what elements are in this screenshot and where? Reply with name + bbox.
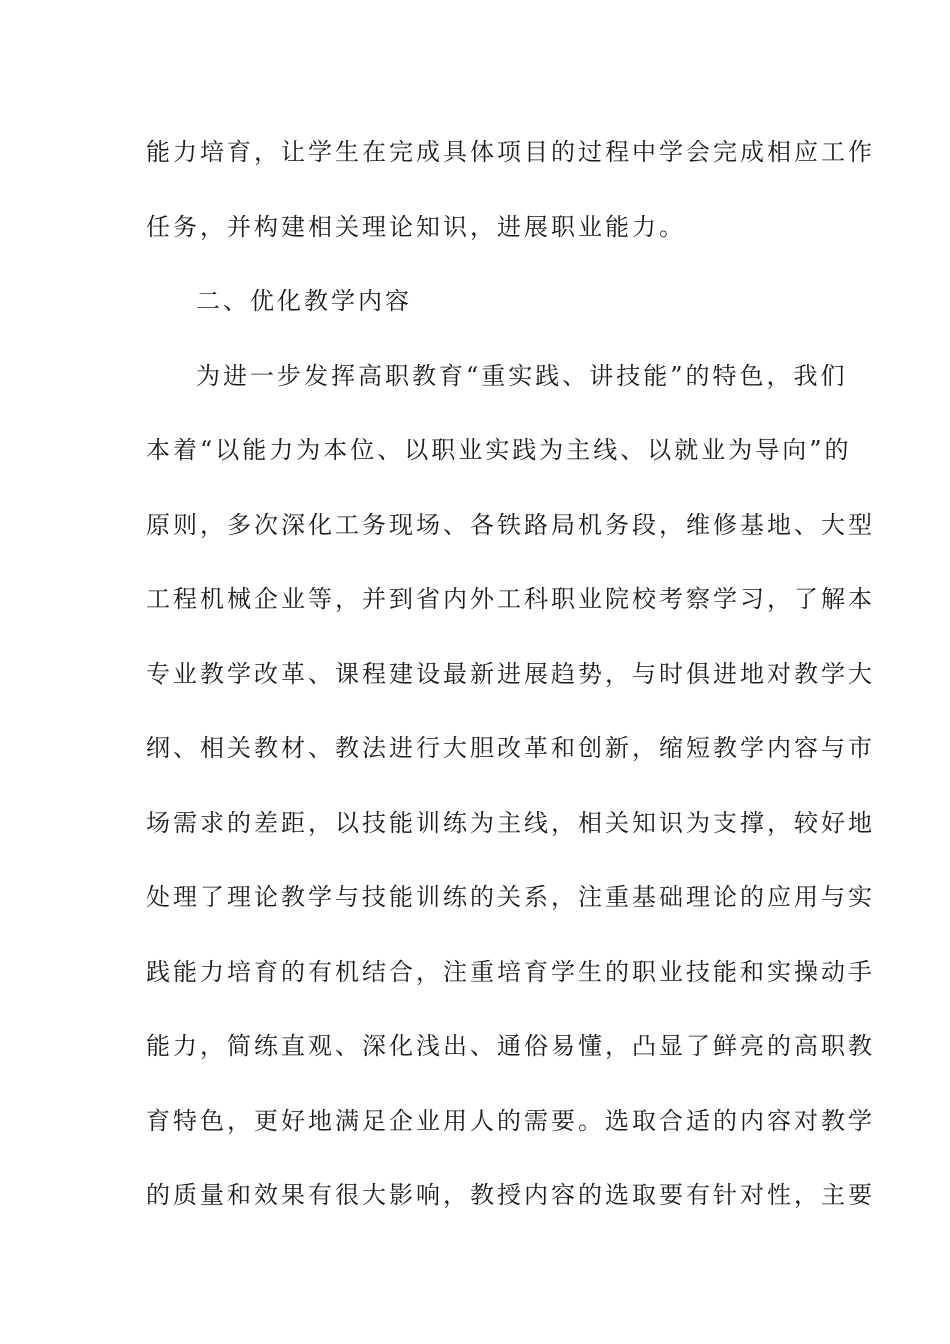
text-line: 为进一步发挥高职教育“重实践、讲技能”的特色，我们 (196, 361, 848, 390)
text-line: 处理了理论教学与技能训练的关系，注重基础理论的应用与实 (146, 883, 875, 911)
text-line: 专业教学改革、课程建设最新进展趋势，与时俱进地对教学大 (146, 659, 875, 688)
section-heading: 二、优化教学内容 (196, 287, 412, 315)
text-line: 的质量和效果有很大影响，教授内容的选取要有针对性，主要 (146, 1181, 875, 1209)
text-line: 践能力培育的有机结合，注重培育学生的职业技能和实操动手 (146, 957, 875, 986)
text-line: 本着“以能力为本位、以职业实践为主线、以就业为导向”的 (146, 436, 852, 464)
text-line: 能力，简练直观、深化浅出、通俗易懂，凸显了鲜亮的高职教 (146, 1032, 875, 1060)
text-line: 育特色，更好地满足企业用人的需要。选取合适的内容对教学 (146, 1106, 875, 1135)
text-line: 场需求的差距，以技能训练为主线，相关知识为支撑，较好地 (146, 808, 875, 837)
text-line: 能力培育，让学生在完成具体项目的过程中学会完成相应工作 (146, 138, 875, 166)
text-line: 原则，多次深化工务现场、各铁路局机务段，维修基地、大型 (146, 510, 875, 539)
text-line: 工程机械企业等，并到省内外工科职业院校考察学习，了解本 (146, 585, 875, 613)
body-text (146, 128, 875, 1246)
text-line: 任务，并构建相关理论知识，进展职业能力。 (146, 212, 686, 241)
text-line: 纲、相关教材、教法进行大胆改革和创新，缩短教学内容与市 (146, 734, 875, 762)
